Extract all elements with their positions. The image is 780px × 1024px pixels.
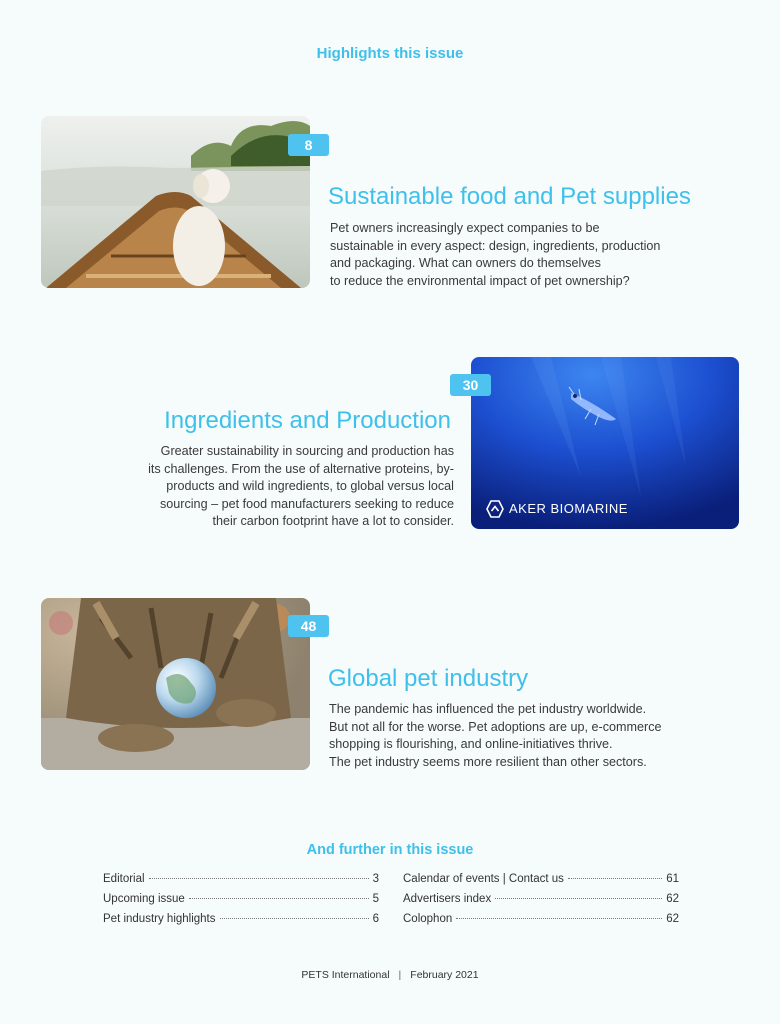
body-line: The pet industry seems more resilient than other sectors. bbox=[329, 754, 647, 769]
toc-entry[interactable] bbox=[103, 893, 379, 913]
toc-leader bbox=[220, 918, 369, 919]
toc-entry[interactable] bbox=[103, 873, 379, 893]
body-line: and packaging. What can owners do themselves bbox=[330, 256, 601, 270]
toc-leader bbox=[568, 878, 662, 879]
body-line: The pandemic has influenced the pet industry worldwide. bbox=[329, 702, 647, 716]
ad-brand-label: AKER BIOMARINE bbox=[509, 501, 628, 516]
body-line: Greater sustainability in sourcing and production has bbox=[160, 444, 454, 458]
feature-body-ingredients bbox=[148, 443, 454, 531]
body-line: Pet owners increasingly expect companies to be bbox=[330, 221, 600, 235]
toc-page: 62 bbox=[666, 913, 679, 925]
toc-entry[interactable] bbox=[403, 913, 679, 933]
toc-label: Pet industry highlights bbox=[103, 913, 216, 925]
body-line: sourcing – pet food manufacturers seeking to reduce bbox=[159, 496, 454, 511]
body-line: But not all for the worse. Pet adoptions are up, e-commerce bbox=[329, 719, 662, 734]
footer-date: February 2021 bbox=[410, 969, 479, 981]
page-badge-30: 30 bbox=[450, 374, 491, 396]
toc-leader bbox=[495, 898, 662, 899]
toc-entry[interactable] bbox=[403, 893, 679, 913]
body-line: sustainable in every aspect: design, ingredients, production bbox=[330, 238, 661, 253]
toc-label: Calendar of events | Contact us bbox=[403, 873, 564, 885]
body-line: its challenges. From the use of alternative proteins, by- bbox=[148, 461, 454, 476]
feature-title-global[interactable]: Global pet industry bbox=[328, 665, 529, 692]
body-line: their carbon footprint have a lot to consider. bbox=[212, 514, 454, 528]
body-line: to reduce the environmental impact of pet ownership? bbox=[330, 273, 630, 288]
cat-with-globe-ball-photo[interactable] bbox=[41, 598, 310, 770]
body-line: shopping is flourishing, and online-initiatives thrive. bbox=[329, 737, 613, 751]
krill-underwater-ad[interactable] bbox=[471, 357, 739, 529]
toc-page: 5 bbox=[372, 893, 379, 905]
feature-body-sustainable bbox=[330, 220, 660, 290]
dog-in-canoe-photo[interactable] bbox=[41, 116, 310, 288]
feature-body-global bbox=[329, 701, 662, 771]
feature-title-ingredients[interactable]: Ingredients and Production bbox=[164, 407, 451, 434]
toc-label: Advertisers index bbox=[403, 893, 492, 905]
feature-title-sustainable[interactable]: Sustainable food and Pet supplies bbox=[328, 183, 691, 210]
page-title: Highlights this issue bbox=[316, 45, 464, 62]
toc-leader bbox=[189, 898, 369, 899]
toc-label: Colophon bbox=[403, 913, 453, 925]
page-badge-8: 8 bbox=[288, 134, 329, 156]
toc-leader bbox=[149, 878, 369, 879]
footer-publication: PETS International bbox=[301, 969, 390, 981]
toc-entry[interactable] bbox=[403, 873, 679, 893]
toc-left-column bbox=[103, 873, 379, 933]
body-line: products and wild ingredients, to global versus local bbox=[166, 479, 454, 493]
toc-entry[interactable] bbox=[103, 913, 379, 933]
page-badge-48: 48 bbox=[288, 615, 329, 637]
toc-page: 3 bbox=[372, 873, 379, 885]
toc-page: 6 bbox=[372, 913, 379, 925]
toc-label: Upcoming issue bbox=[103, 893, 185, 905]
toc-page: 62 bbox=[666, 893, 679, 905]
further-heading: And further in this issue bbox=[306, 842, 474, 858]
toc-label: Editorial bbox=[103, 873, 145, 885]
toc-page: 61 bbox=[666, 873, 679, 885]
aker-logo-icon bbox=[486, 500, 504, 518]
toc-leader bbox=[456, 918, 662, 919]
footer-separator: | bbox=[398, 969, 402, 981]
page-footer bbox=[0, 969, 780, 981]
toc-right-column bbox=[403, 873, 679, 933]
